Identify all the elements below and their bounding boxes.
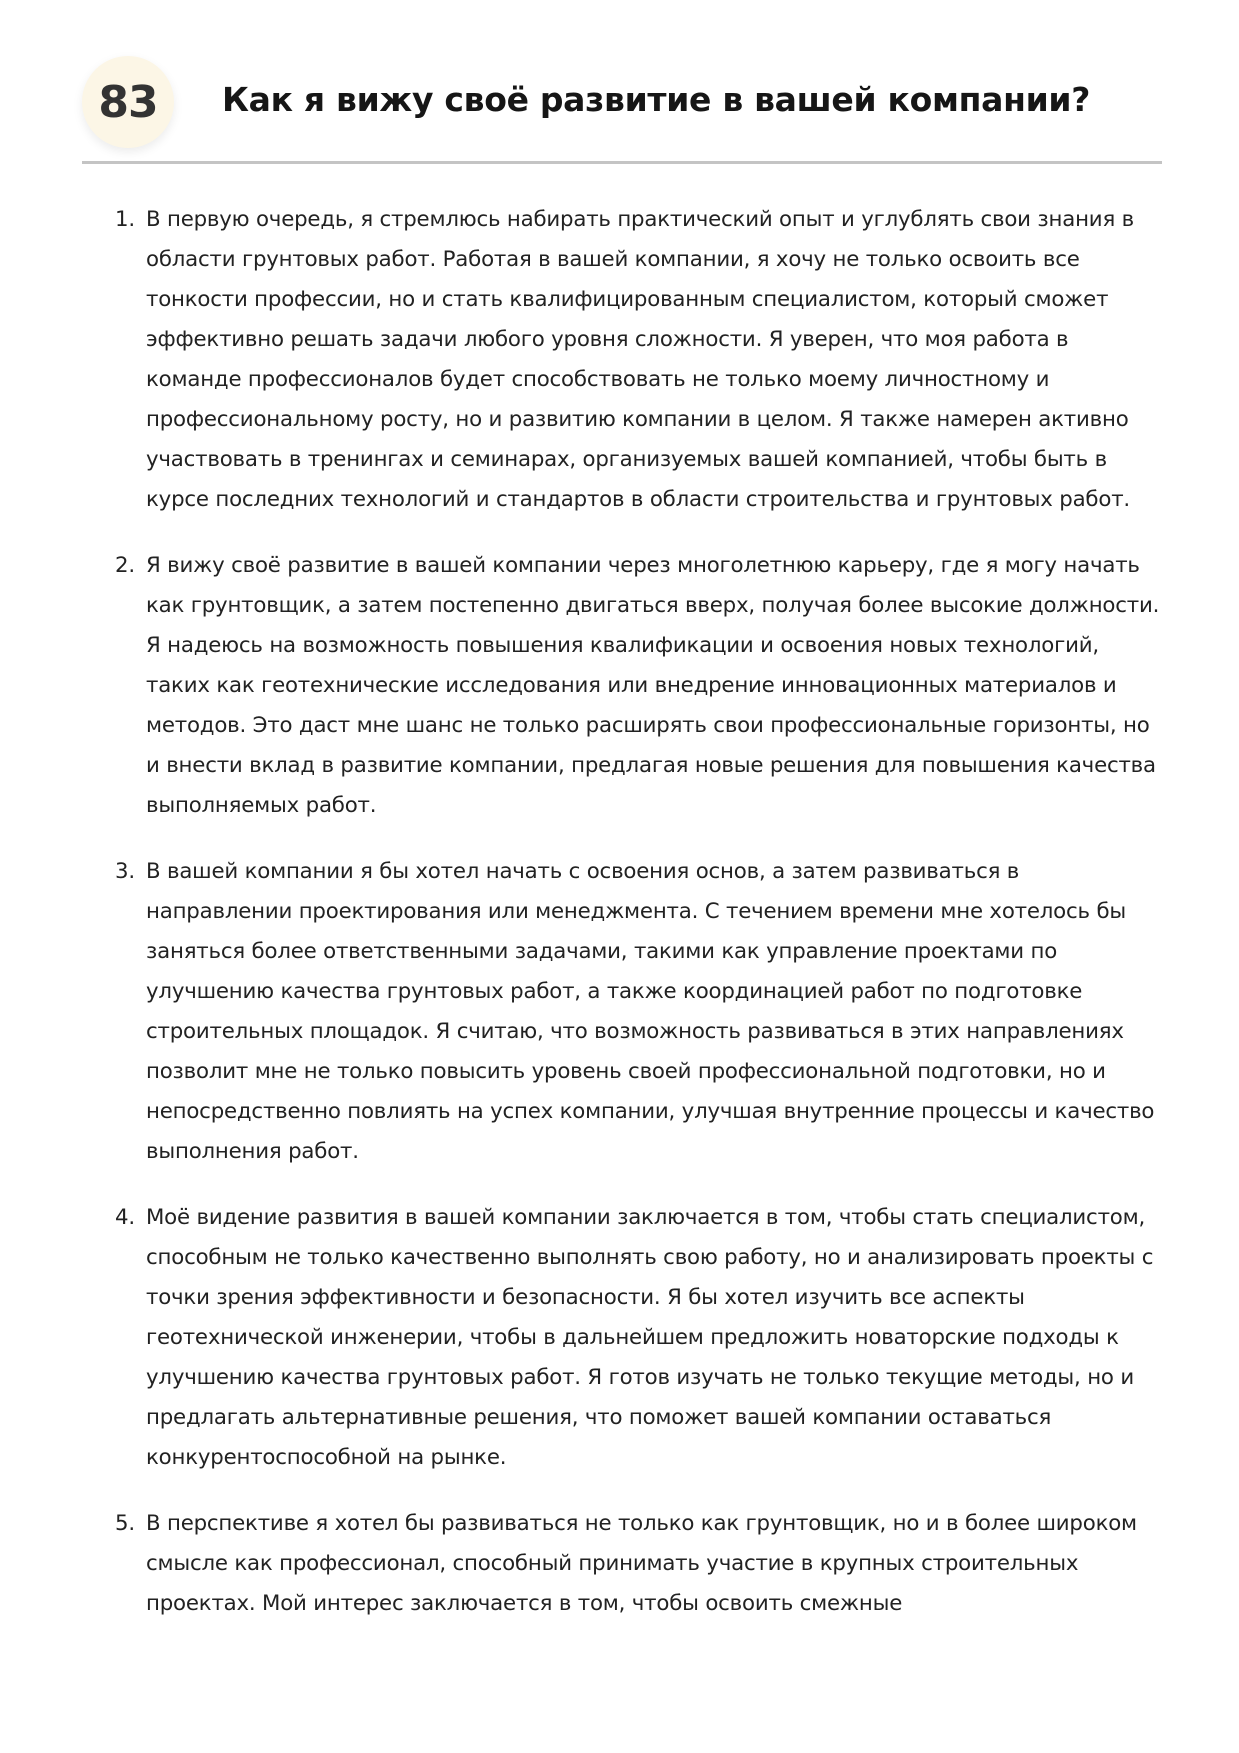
list-item-text: В перспективе я хотел бы развиваться не только как грунтовщик, но и в более широком смысле как профессионал, способный принимать участие в крупных строительных проектах. Мой интерес заключается в том, чтобы освоить смежные bbox=[146, 1511, 1137, 1616]
list-item bbox=[115, 200, 1165, 520]
question-number-badge: 83 bbox=[82, 56, 174, 148]
list-item bbox=[115, 1198, 1165, 1478]
list-marker: 4. bbox=[115, 1205, 135, 1230]
list-item bbox=[115, 1504, 1165, 1624]
list-item-text: Я вижу своё развитие в вашей компании через многолетнюю карьеру, где я могу начать как грунтовщик, а затем постепенно двигаться вверх, получая более высокие должности. Я надеюсь на возможность повышения квалификации и освоения новых технологий, таких как геотехнические исследования или внедрение инновационных материалов и методов. Это даст мне шанс не только расширять свои профессиональные горизонты, но и внести вклад в развитие компании, предлагая новые решения для повышения качества выполняемых работ. bbox=[146, 553, 1160, 818]
page-title: Как я вижу своё развитие в вашей компании? bbox=[222, 80, 1091, 119]
answer-list bbox=[115, 200, 1165, 1650]
list-marker: 2. bbox=[115, 553, 135, 578]
list-item bbox=[115, 546, 1165, 826]
list-item-text: Моё видение развития в вашей компании заключается в том, чтобы стать специалистом, способным не только качественно выполнять свою работу, но и анализировать проекты с точки зрения эффективности и безопасности. Я бы хотел изучить все аспекты геотехнической инженерии, чтобы в дальнейшем предложить новаторские подходы к улучшению качества грунтовых работ. Я готов изучать не только текущие методы, но и предлагать альтернативные решения, что поможет вашей компании оставаться конкурентоспособной на рынке. bbox=[146, 1205, 1154, 1470]
list-marker: 5. bbox=[115, 1511, 135, 1536]
list-item bbox=[115, 852, 1165, 1172]
header-divider bbox=[82, 161, 1162, 164]
list-item-text: В первую очередь, я стремлюсь набирать практический опыт и углублять свои знания в области грунтовых работ. Работая в вашей компании, я хочу не только освоить все тонкости профессии, но и стать квалифицированным специалистом, который сможет эффективно решать задачи любого уровня сложности. Я уверен, что моя работа в команде профессионалов будет способствовать не только моему личностному и профессиональному росту, но и развитию компании в целом. Я также намерен активно участвовать в тренингах и семинарах, организуемых вашей компанией, чтобы быть в курсе последних технологий и стандартов в области строительства и грунтовых работ. bbox=[146, 207, 1134, 512]
list-marker: 3. bbox=[115, 859, 135, 884]
list-marker: 1. bbox=[115, 207, 135, 232]
page-header bbox=[82, 52, 1162, 164]
list-item-text: В вашей компании я бы хотел начать с освоения основ, а затем развиваться в направлении проектирования или менеджмента. С течением времени мне хотелось бы заняться более ответственными задачами, такими как управление проектами по улучшению качества грунтовых работ, а также координацией работ по подготовке строительных площадок. Я считаю, что возможность развиваться в этих направлениях позволит мне не только повысить уровень своей профессиональной подготовки, но и непосредственно повлиять на успех компании, улучшая внутренние процессы и качество выполнения работ. bbox=[146, 859, 1155, 1164]
